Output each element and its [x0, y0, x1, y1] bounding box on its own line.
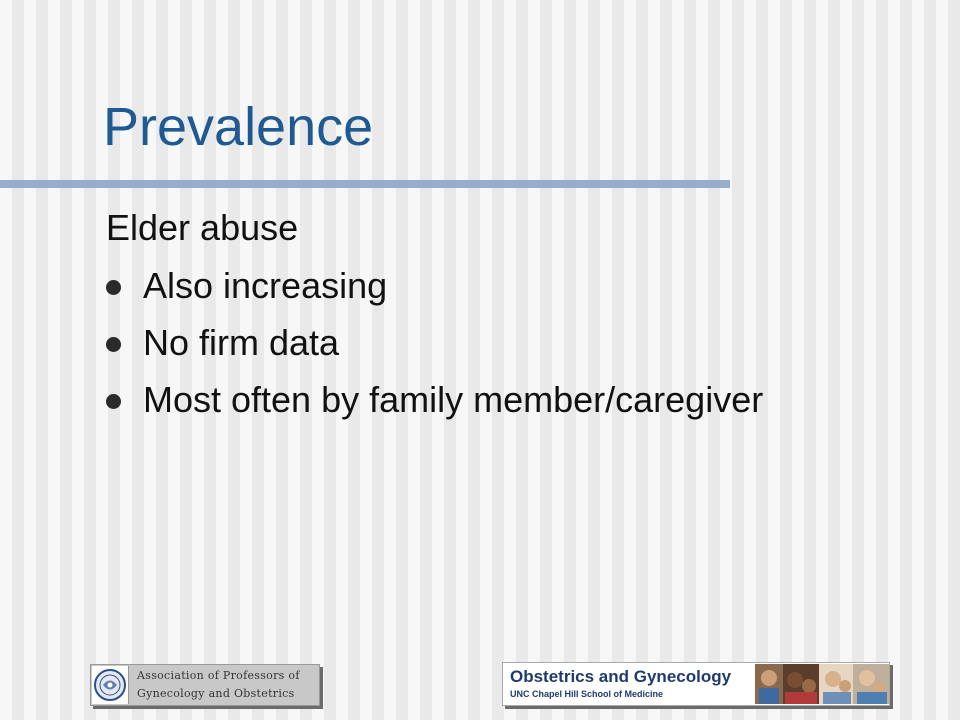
slide-title: Prevalence [103, 97, 374, 157]
apgo-logo-text [137, 667, 317, 703]
unc-obgyn-logo [502, 662, 890, 706]
unc-logo-title: Obstetrics and Gynecology [510, 667, 732, 686]
bullet-item [106, 321, 763, 365]
apgo-seal-icon [92, 666, 129, 704]
bullet-dot-icon [106, 337, 121, 352]
apgo-logo [90, 664, 320, 706]
slide-heading: Elder abuse [106, 207, 299, 248]
bullet-text: Most often by family member/caregiver [143, 379, 764, 420]
family-photo-strip-image [755, 664, 889, 704]
bullet-item [106, 264, 763, 308]
bullet-text: Also increasing [143, 265, 388, 306]
apgo-logo-line: Gynecology and Obstetrics [137, 687, 295, 700]
bullet-list [106, 264, 763, 435]
bullet-dot-icon [106, 280, 121, 295]
unc-logo-subtitle: UNC Chapel Hill School of Medicine [510, 689, 664, 699]
apgo-logo-line: Association of Professors of [137, 669, 300, 682]
bullet-dot-icon [106, 394, 121, 409]
title-underline-rule [0, 180, 730, 188]
bullet-item [106, 378, 763, 422]
bullet-text: No firm data [143, 322, 340, 363]
